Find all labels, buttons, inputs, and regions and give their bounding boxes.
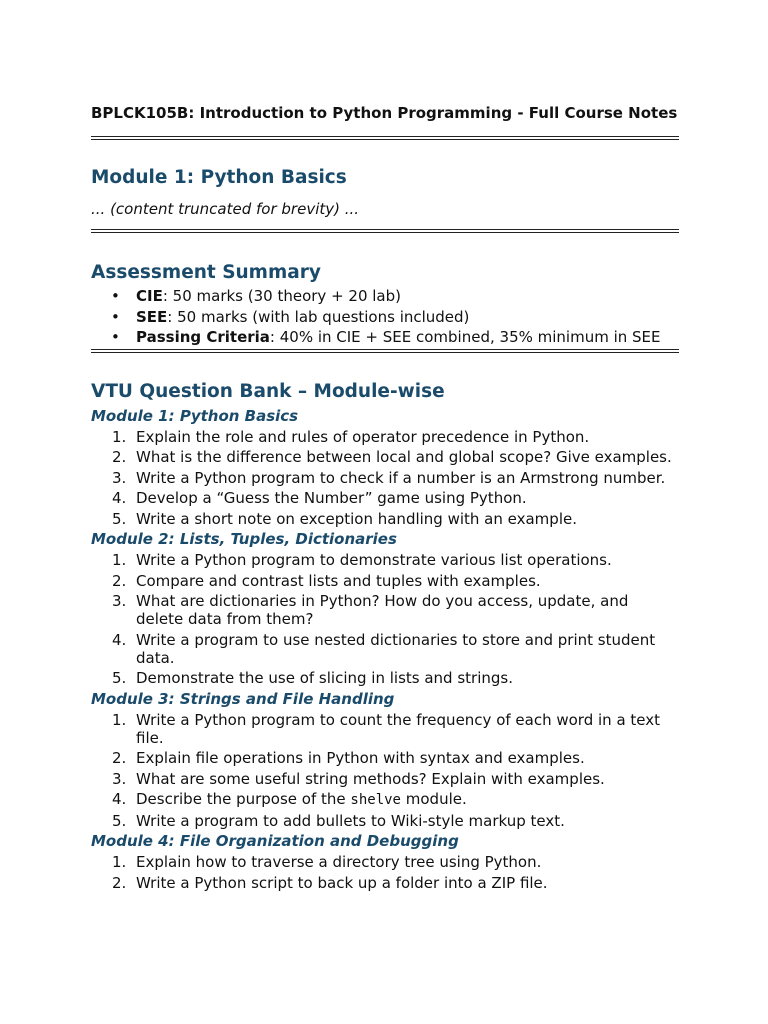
assessment-term: Passing Criteria	[136, 328, 270, 346]
truncated-note: ... (content truncated for brevity) ...	[91, 200, 360, 218]
question-item: 2. Compare and contrast lists and tuples with examples.	[112, 571, 541, 590]
question-text: Explain how to traverse a directory tree using Python.	[136, 853, 542, 871]
question-bank-heading: VTU Question Bank – Module-wise	[91, 380, 445, 402]
assessment-term: SEE	[136, 307, 168, 326]
question-text: Write a short note on exception handling with an example.	[136, 509, 577, 528]
question-item: 1. Explain how to traverse a directory tree using Python.	[112, 853, 542, 871]
divider	[91, 136, 679, 140]
question-item: 1. Write a Python program to demonstrate various list operations.	[112, 551, 612, 569]
assessment-term: CIE	[136, 287, 163, 305]
question-text-part: module.	[400, 790, 467, 808]
question-text: Write a program to add bullets to Wiki-style markup text.	[136, 811, 565, 830]
question-item: 3. What are some useful string methods? Explain with examples.	[112, 769, 605, 788]
question-text-part: Describe the purpose of the	[136, 790, 351, 808]
qb-module4-heading: Module 4: File Organization and Debugging	[91, 832, 459, 850]
assessment-item	[91, 287, 679, 305]
qb-module2-heading: Module 2: Lists, Tuples, Dictionaries	[91, 530, 397, 548]
question-item: 5. Write a short note on exception handling with an example.	[112, 509, 577, 528]
question-item: 3. What are dictionaries in Python? How do you access, update, and delete data from them?	[112, 592, 629, 628]
assessment-text: : 40% in CIE + SEE combined, 35% minimum in SEE	[269, 328, 661, 346]
divider	[91, 349, 679, 353]
question-item: 5. Write a program to add bullets to Wiki-style markup text.	[112, 811, 565, 830]
assessment-text: : 50 marks (with lab questions included)	[167, 307, 470, 326]
assessment-item	[91, 308, 679, 326]
question-item: 4. Write a program to use nested dictionaries to store and print student data.	[112, 630, 656, 667]
qb-module3-questions	[91, 711, 679, 830]
question-item: 1. Explain the role and rules of operator precedence in Python.	[112, 427, 590, 446]
question-item: 4. Describe the purpose of the shelve module.	[112, 790, 467, 808]
question-item: 3. Write a Python program to check if a number is an Armstrong number.	[112, 468, 666, 487]
qb-module2-questions	[91, 551, 679, 687]
question-text	[136, 790, 467, 808]
inline-code: shelve	[350, 792, 401, 808]
bullet-icon: •	[111, 328, 120, 346]
question-item: 1. Write a Python program to count the frequency of each word in a text file.	[112, 710, 661, 747]
qb-module3-heading: Module 3: Strings and File Handling	[91, 689, 395, 708]
assessment-item	[91, 328, 679, 346]
question-text: Explain the role and rules of operator precedence in Python.	[136, 427, 590, 446]
document-page	[91, 104, 679, 894]
qb-module1-heading: Module 1: Python Basics	[91, 406, 299, 425]
question-text: What are some useful string methods? Explain with examples.	[136, 769, 605, 788]
question-text: Explain file operations in Python with syntax and examples.	[136, 749, 585, 767]
question-text: Write a program to use nested dictionaries to store and print student data.	[136, 630, 656, 667]
question-text: Compare and contrast lists and tuples with examples.	[136, 571, 541, 590]
assessment-heading: Assessment Summary	[91, 262, 321, 283]
question-text: Write a Python script to back up a folder into a ZIP file.	[136, 873, 548, 892]
question-text: What are dictionaries in Python? How do you access, update, and delete data from them?	[136, 592, 629, 628]
question-item: 4. Develop a “Guess the Number” game using Python.	[112, 489, 527, 507]
question-item: 2. Write a Python script to back up a folder into a ZIP file.	[112, 873, 548, 892]
question-item: 2. Explain file operations in Python with syntax and examples.	[112, 749, 585, 767]
divider	[91, 229, 679, 233]
question-text: Write a Python program to demonstrate various list operations.	[136, 551, 612, 569]
assessment-text: : 50 marks (30 theory + 20 lab)	[162, 287, 401, 305]
question-item: 2. What is the difference between local and global scope? Give examples.	[112, 448, 672, 466]
question-text: Develop a “Guess the Number” game using Python.	[136, 489, 527, 507]
question-item: 5. Demonstrate the use of slicing in lists and strings.	[112, 669, 513, 687]
bullet-icon: •	[111, 307, 120, 326]
assessment-list	[91, 287, 679, 346]
question-text: Write a Python program to check if a number is an Armstrong number.	[136, 468, 666, 487]
bullet-icon: •	[111, 287, 120, 305]
question-text: What is the difference between local and global scope? Give examples.	[136, 448, 672, 466]
qb-module4-questions	[91, 853, 679, 892]
module1-heading: Module 1: Python Basics	[91, 167, 347, 188]
document-title: BPLCK105B: Introduction to Python Programming - Full Course Notes	[91, 104, 678, 122]
qb-module1-questions	[91, 428, 679, 528]
question-text: Demonstrate the use of slicing in lists and strings.	[136, 669, 513, 687]
question-text: Write a Python program to count the frequency of each word in a text file.	[136, 710, 661, 747]
